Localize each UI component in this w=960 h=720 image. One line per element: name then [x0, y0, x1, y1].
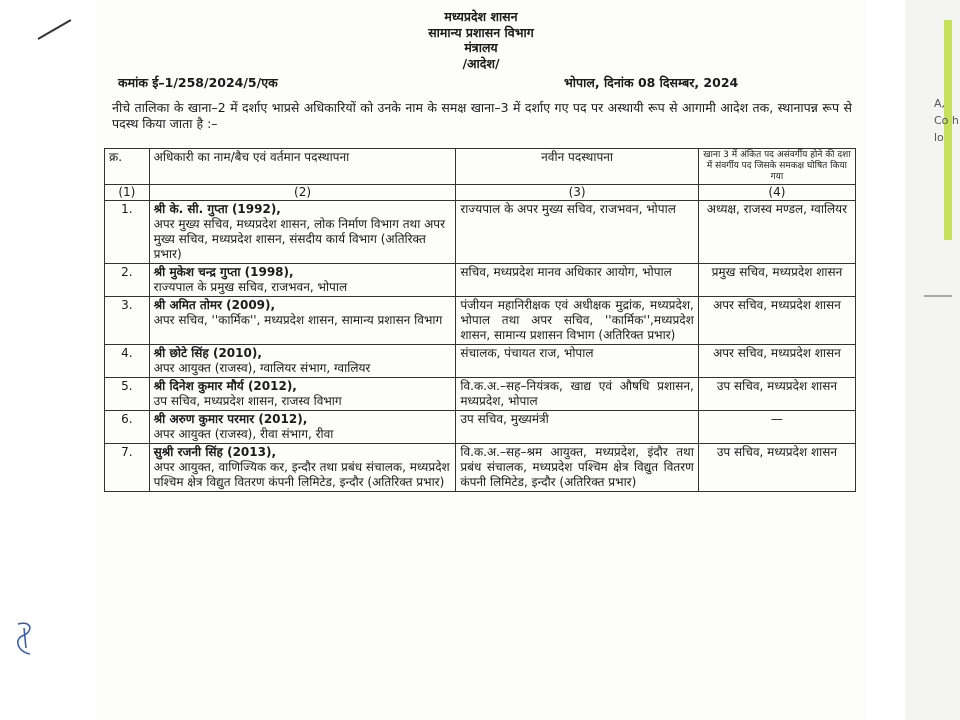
- column-number: (4): [698, 185, 855, 201]
- order-date: भोपाल, दिनांक 08 दिसम्बर, 2024: [564, 75, 739, 90]
- officer-cell: [149, 378, 456, 411]
- officer-cell: [149, 297, 456, 345]
- table-row: [105, 264, 856, 297]
- ministry-name: मंत्रालय: [464, 40, 498, 55]
- officer-name: श्री छोटे सिंह (2010),: [153, 346, 262, 360]
- row-serial: 1.: [105, 201, 150, 264]
- postings-table: [104, 148, 856, 492]
- govt-name: मध्यप्रदेश शासन: [444, 9, 518, 24]
- equivalent-post: अपर सचिव, मध्यप्रदेश शासन: [698, 345, 855, 378]
- row-serial: 4.: [105, 345, 150, 378]
- officer-name: श्री अमित तोमर (2009),: [153, 298, 276, 312]
- table-row: [105, 411, 856, 444]
- header-new-posting: नवीन पदस्थापना: [456, 149, 698, 185]
- document-type: /आदेश/: [462, 56, 500, 71]
- adjacent-page-mark: [924, 295, 952, 311]
- officer-name: श्री मुकेश चन्द्र गुप्ता (1998),: [153, 265, 294, 279]
- officer-cell: [149, 411, 456, 444]
- row-serial: 7.: [105, 444, 150, 492]
- column-number: (2): [149, 185, 456, 201]
- officer-name: श्री के. सी. गुप्ता (1992),: [153, 202, 281, 216]
- table-header-row: [105, 149, 856, 185]
- officer-cell: [149, 201, 456, 264]
- equivalent-post: उप सचिव, मध्यप्रदेश शासन: [698, 444, 855, 492]
- row-serial: 3.: [105, 297, 150, 345]
- table-row: [105, 378, 856, 411]
- current-posting: उप सचिव, मध्यप्रदेश शासन, राजस्व विभाग: [153, 394, 342, 408]
- current-posting: अपर आयुक्त (राजस्व), ग्वालियर संभाग, ग्वालियर: [153, 361, 371, 375]
- new-posting: वि.क.अ.–सह–श्रम आयुक्त, मध्यप्रदेश, इंदौर तथा प्रबंध संचालक, मध्यप्रदेश पश्चिम क्षेत्र विद्युत वितरण कंपनी लिमिटेड, इन्दौर (अतिरिक्त प्रभार): [456, 444, 698, 492]
- officer-name: श्री दिनेश कुमार मौर्य (2012),: [153, 379, 297, 393]
- current-posting: अपर मुख्य सचिव, मध्यप्रदेश शासन, लोक निर्माण विभाग तथा अपर मुख्य सचिव, मध्यप्रदेश शासन, संसदीय कार्य विभाग (अतिरिक्त प्रभार): [153, 217, 446, 261]
- officer-cell: [149, 444, 456, 492]
- table-row: [105, 297, 856, 345]
- column-number: (3): [456, 185, 698, 201]
- row-serial: 6.: [105, 411, 150, 444]
- intro-paragraph: नीचे तालिका के खाना–2 में दर्शाए भाप्रसे अधिकारियों को उनके नाम के समक्ष खाना–3 में दर्शाए गए पद पर अस्थायी रूप से आगामी आदेश तक, स्थानापन्न रूप से पदस्थ किया जाता है :–: [112, 100, 852, 131]
- order-number: कमांक ई–1/258/2024/5/एक: [118, 75, 278, 90]
- new-posting: उप सचिव, मुख्यमंत्री: [456, 411, 698, 444]
- header-equivalent-post: खाना 3 में अंकित पद असंवर्गीय होने की दशा में संवर्गीय पद जिसके समकक्ष घोषित किया गया: [698, 149, 855, 185]
- new-posting: सचिव, मध्यप्रदेश मानव अधिकार आयोग, भोपाल: [456, 264, 698, 297]
- header-officer: अधिकारी का नाम/बैच एवं वर्तमान पदस्थापना: [149, 149, 456, 185]
- row-serial: 5.: [105, 378, 150, 411]
- current-posting: अपर आयुक्त, वाणिज्यिक कर, इन्दौर तथा प्रबंध संचालक, मध्यप्रदेश पश्चिम क्षेत्र विद्युत वितरण कंपनी लिमिटेड, इन्दौर (अतिरिक्त प्रभार): [153, 460, 450, 489]
- equivalent-post: उप सचिव, मध्यप्रदेश शासन: [698, 378, 855, 411]
- new-posting: पंजीयन महानिरीक्षक एवं अधीक्षक मुद्रांक, मध्यप्रदेश, भोपाल तथा अपर सचिव, ''कार्मिक'',मध्यप्रदेश शासन, सामान्य प्रशासन विभाग (अतिरिक्त प्रभार): [456, 297, 698, 345]
- table-row: [105, 345, 856, 378]
- new-posting: संचालक, पंचायत राज, भोपाल: [456, 345, 698, 378]
- header-serial: क्र.: [105, 149, 150, 185]
- table-row: [105, 444, 856, 492]
- officer-name: सुश्री रजनी सिंह (2013),: [153, 445, 277, 459]
- adjacent-page-text: A, Co h lo: [934, 97, 959, 144]
- order-document: [96, 0, 866, 720]
- officer-cell: [149, 345, 456, 378]
- row-serial: 2.: [105, 264, 150, 297]
- department-name: सामान्य प्रशासन विभाग: [428, 25, 534, 40]
- current-posting: अपर सचिव, ''कार्मिक'', मध्यप्रदेश शासन, सामान्य प्रशासन विभाग: [153, 313, 443, 327]
- equivalent-post: —: [698, 411, 855, 444]
- table-row: [105, 201, 856, 264]
- handwritten-initial-icon: [12, 618, 38, 658]
- equivalent-post: अपर सचिव, मध्यप्रदेश शासन: [698, 297, 855, 345]
- officer-cell: [149, 264, 456, 297]
- officer-name: श्री अरुण कुमार परमार (2012),: [153, 412, 308, 426]
- column-number: (1): [105, 185, 150, 201]
- current-posting: अपर आयुक्त (राजस्व), रीवा संभाग, रीवा: [153, 427, 334, 441]
- new-posting: राज्यपाल के अपर मुख्य सचिव, राजभवन, भोपाल: [456, 201, 698, 264]
- column-number-row: [105, 185, 856, 201]
- equivalent-post: प्रमुख सचिव, मध्यप्रदेश शासन: [698, 264, 855, 297]
- new-posting: वि.क.अ.–सह–नियंत्रक, खाद्य एवं औषधि प्रशासन, मध्यप्रदेश, भोपाल: [456, 378, 698, 411]
- current-posting: राज्यपाल के प्रमुख सचिव, राजभवन, भोपाल: [153, 280, 348, 294]
- equivalent-post: अध्यक्ष, राजस्व मण्डल, ग्वालियर: [698, 201, 855, 264]
